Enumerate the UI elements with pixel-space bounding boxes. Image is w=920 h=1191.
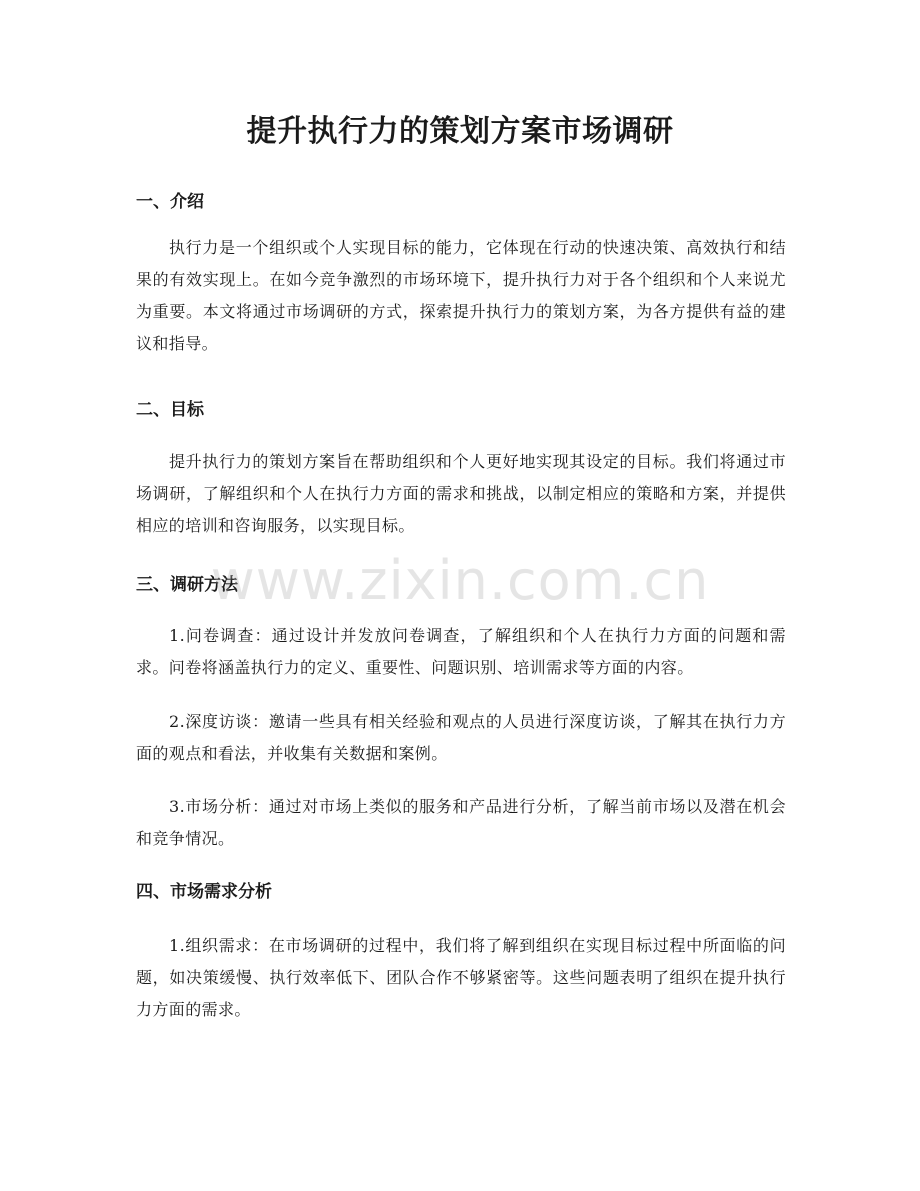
paragraph-goals: 提升执行力的策划方案旨在帮助组织和个人更好地实现其设定的目标。我们将通过市场调研，了解组织和个人在执行力方面的需求和挑战，以制定相应的策略和方案，并提供相应的培训和咨询服务，以实现目标。 <box>136 452 786 535</box>
paragraph-method-market-analysis: 3.市场分析：通过对市场上类似的服务和产品进行分析，了解当前市场以及潜在机会和竞争情况。 <box>136 797 786 848</box>
paragraph-method-interview: 2.深度访谈：邀请一些具有相关经验和观点的人员进行深度访谈，了解其在执行力方面的观点和看法，并收集有关数据和案例。 <box>136 712 786 763</box>
paragraph-method-survey: 1.问卷调查：通过设计并发放问卷调查，了解组织和个人在执行力方面的问题和需求。问卷将涵盖执行力的定义、重要性、问题识别、培训需求等方面的内容。 <box>136 626 786 677</box>
section-heading-research-methods: 三、调研方法 <box>136 575 238 595</box>
document-title: 提升执行力的策划方案市场调研 <box>246 114 674 149</box>
section-heading-introduction: 一、介绍 <box>136 192 204 212</box>
section-heading-goals: 二、目标 <box>136 400 204 420</box>
paragraph-introduction: 执行力是一个组织或个人实现目标的能力，它体现在行动的快速决策、高效执行和结果的有效实现上。在如今竞争激烈的市场环境下，提升执行力对于各个组织和个人来说尤为重要。本文将通过市场调研的方式，探索提升执行力的策划方案，为各方提供有益的建议和指导。 <box>136 238 786 353</box>
section-heading-market-demand: 四、市场需求分析 <box>136 882 272 902</box>
watermark: www.zixin.com.cn <box>210 549 710 612</box>
paragraph-organization-needs: 1.组织需求：在市场调研的过程中，我们将了解到组织在实现目标过程中所面临的问题，如决策缓慢、执行效率低下、团队合作不够紧密等。这些问题表明了组织在提升执行力方面的需求。 <box>136 936 786 1019</box>
